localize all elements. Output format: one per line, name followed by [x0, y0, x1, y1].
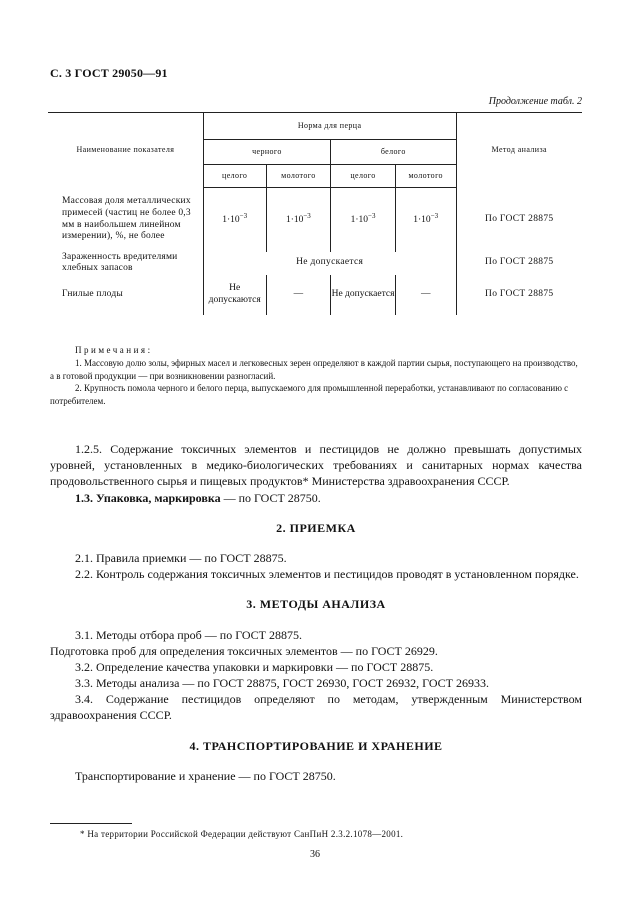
paragraph: 1.2.5. Содержание токсичных элементов и пестицидов не должно превышать допустимых уровней, установленных в медико-биологических требованиях и санитарных нормах качества продовольственного сырья и пищевых продуктов* Министерства здравоохранения СССР.: [50, 442, 582, 489]
row-method: По ГОСТ 28875: [456, 188, 582, 252]
row-value: $1\cdot 10^{-3}$: [413, 212, 439, 226]
row-value: Не допускаются: [203, 275, 266, 315]
header-method: Метод анализа: [456, 113, 582, 188]
header-whole-white: целого: [331, 165, 396, 188]
table-row: [48, 275, 582, 315]
paragraph: Подготовка проб для определения токсичных элементов — по ГОСТ 26929.: [50, 643, 438, 658]
paragraph-rest: — по ГОСТ 28750.: [220, 490, 321, 505]
paragraph: [50, 490, 582, 506]
row-value: Не допускается: [331, 275, 396, 315]
main-text: [50, 441, 582, 784]
header-ground-black: молотого: [266, 165, 331, 188]
paragraph: 3.2. Определение качества упаковки и маркировки — по ГОСТ 28875.: [75, 659, 434, 674]
paragraph: 3.4. Содержание пестицидов определяют по методам, утвержденным Министерством здравоохранения СССР.: [50, 692, 582, 723]
header-norm: Норма для перца: [203, 113, 456, 140]
header-white: белого: [331, 140, 456, 165]
row-method: По ГОСТ 28875: [456, 252, 582, 276]
page-number: 36: [310, 849, 320, 860]
spec-table: [48, 112, 582, 315]
row-value: $1\cdot 10^{-3}$: [266, 188, 331, 252]
note-item: 2. Крупность помола черного и белого перца, выпускаемого для промышленной переработки, устанавливают по согласованию с потребителем.: [50, 383, 569, 407]
paragraph: 3.1. Методы отбора проб — по ГОСТ 28875.: [75, 627, 302, 642]
section-title: 3. МЕТОДЫ АНАЛИЗА: [246, 597, 386, 612]
row-method: По ГОСТ 28875: [456, 275, 582, 315]
paragraph: 3.3. Методы анализа — по ГОСТ 28875, ГОСТ 26930, ГОСТ 26932, ГОСТ 26933.: [75, 676, 489, 691]
paragraph: 2.2. Контроль содержания токсичных элементов и пестицидов проводят в установленном порядке.: [75, 567, 579, 582]
table-row: [48, 188, 582, 252]
notes-title: Примечания:: [75, 345, 153, 355]
paragraph: Транспортирование и хранение — по ГОСТ 28750.: [75, 768, 336, 783]
row-value: $1\cdot 10^{-3}$: [331, 188, 396, 252]
row-name-text: Массовая доля металлических примесей (частиц не более 0,3 мм в наибольшем линейном измерении), %, не более: [62, 195, 191, 242]
row-value: —: [420, 289, 431, 300]
header-indicator: Наименование показателя: [48, 113, 203, 188]
header-ground-white: молотого: [395, 165, 456, 188]
table-caption: Продолжение табл. 2: [488, 96, 582, 107]
row-value: —: [266, 275, 331, 315]
table-row: [48, 252, 582, 276]
footnote-divider: [50, 823, 132, 824]
header-black: черного: [203, 140, 330, 165]
row-name-text: Зараженность вредителями хлебных запасов: [62, 251, 178, 274]
footnote: * На территории Российской Федерации действуют СанПиН 2.3.2.1078—2001.: [80, 829, 404, 839]
row-span-value: Не допускается: [296, 257, 364, 268]
notes: [50, 344, 580, 408]
section-title: 4. ТРАНСПОРТИРОВАНИЕ И ХРАНЕНИЕ: [189, 738, 443, 753]
row-value: $1\cdot 10^{-3}$: [203, 188, 266, 252]
page-header: С. 3 ГОСТ 29050—91: [50, 66, 168, 80]
row-name: [48, 275, 203, 315]
paragraph-bold: 1.3. Упаковка, маркировка: [75, 490, 221, 505]
paragraph: 2.1. Правила приемки — по ГОСТ 28875.: [75, 550, 287, 565]
note-item: 1. Массовую долю золы, эфирных масел и легковесных зерен определяют в каждой партии сырья, поступающего на производство, а в готовой продукции — при возникновении разногласий.: [50, 357, 578, 381]
row-name: [48, 252, 203, 276]
header-whole-black: целого: [203, 165, 266, 188]
row-name-text: Гнилые плоды: [62, 289, 123, 300]
row-name: [48, 188, 203, 252]
section-title: 2. ПРИЕМКА: [276, 520, 356, 535]
